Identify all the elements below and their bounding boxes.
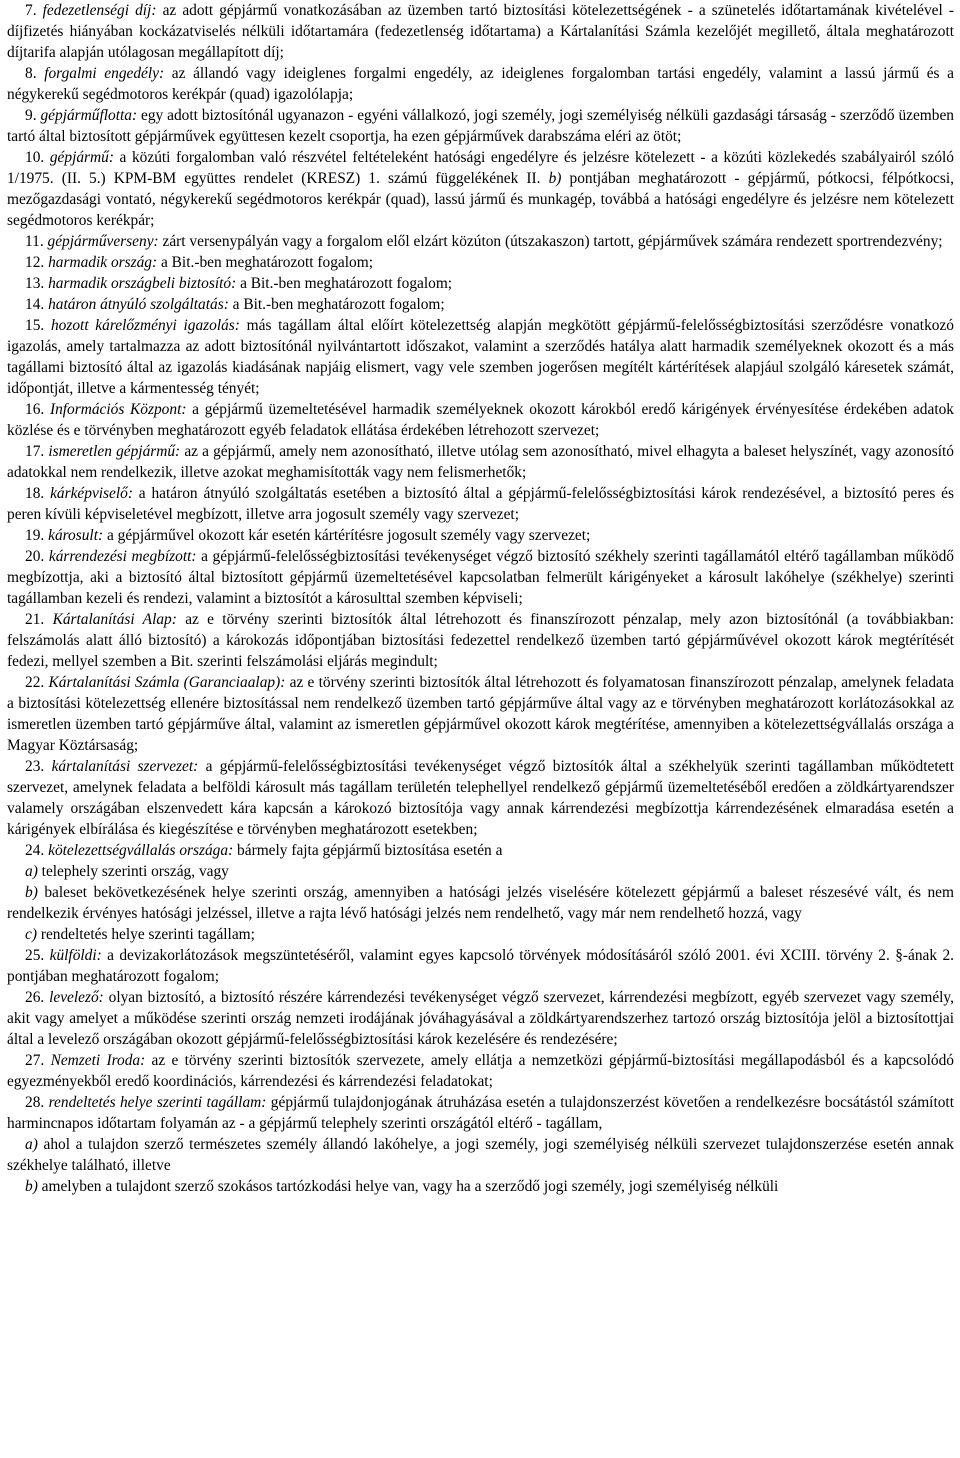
- item-number: 14.: [25, 296, 45, 313]
- item-number: 11.: [25, 233, 44, 250]
- item-number: 18.: [25, 485, 45, 502]
- definition-item: [7, 609, 954, 672]
- definition-text: a Bit.-ben meghatározott fogalom;: [228, 296, 445, 313]
- item-number: 24.: [25, 842, 45, 859]
- definition-text: az e törvény szerinti biztosítók által létrehozott és finanszírozott pénzalap, mely azon biztosítónál (a továbbiakban: felszámolás alatt álló biztosító) a károkozás időpontjában biztosítási fedezettel rendelkező üzemben tartó gépjárművével okozott károk megtérítését fedezi, mellyel szemben a Bit. szerinti felszámolási eljárás megindult;: [7, 611, 954, 670]
- definition-item: [7, 147, 954, 231]
- definition-text: a gépjármű-felelősségbiztosítási tevékenységet végző biztosítók által a székhelyük szerinti tagállamban működtetett szervezet, amelynek feladata a belföldi károsult más tagállam területén telephellyel rendelkező gépjármű üzemeltetéséből eredően a zöldkártyarendszer valamely országában elszenvedett kára kapcsán a károkozó biztosítója vagy annak kárrendezési megbízottja kárrendezésének elmaradása esetén a kárigények elbírálása és kiegészítése e törvényben meghatározott esetekben;: [7, 758, 954, 838]
- defined-term: kárrendezési megbízott:: [48, 548, 197, 565]
- definition-item: [7, 525, 954, 546]
- subpoint-item: [7, 861, 954, 882]
- defined-term: kötelezettségvállalás országa:: [48, 842, 234, 859]
- item-number: 10.: [25, 149, 45, 166]
- subpoint-text: rendeltetés helye szerinti tagállam;: [36, 926, 255, 943]
- item-number: 17.: [25, 443, 45, 460]
- item-number: 9.: [25, 107, 37, 124]
- subpoint-marker: b): [548, 170, 562, 187]
- definition-text: a Bit.-ben meghatározott fogalom;: [157, 254, 373, 271]
- defined-term: Információs Központ:: [49, 401, 187, 418]
- item-number: 26.: [25, 989, 45, 1006]
- definition-text: egy adott biztosítónál ugyanazon - egyéni vállalkozó, jogi személy, jogi személyiség nélküli gazdasági társaság - szerződő üzemben tartó által biztosított gépjárművek együttesen kezelt csoportja, ha ezen gépjárművek darabszáma eléri az ötöt;: [7, 107, 954, 145]
- item-number: 8.: [25, 65, 37, 82]
- definition-item: [7, 231, 954, 252]
- definition-item: [7, 945, 954, 987]
- definition-text-continued: pontjában meghatározott - gépjármű, pótkocsi, félpótkocsi, mezőgazdasági vontató, négykerekű segédmotoros kerékpár (quad), lassú jármű és munkagép, továbbá a hatósági engedélyre és jelzésre nem kötelezett segédmotoros kerékpár;: [7, 170, 954, 229]
- definition-text: a gépjármű-felelősségbiztosítási tevékenységet végző biztosító székhely szerinti tagállamától eltérő tagállamban működő megbízottja, aki a biztosító által biztosított gépjármű üzemeltetésével kapcsolatban felmerült kárigényeket a károsult lakóhelye (székhelye) szerinti tagállamban kezeli és rendezi, valamint a biztosítót a károsulttal szemben képviseli;: [7, 548, 954, 607]
- defined-term: károsult:: [48, 527, 104, 544]
- subpoint-item: [7, 1176, 954, 1197]
- subpoint-marker: c): [25, 926, 37, 943]
- defined-term: Nemzeti Iroda:: [50, 1052, 146, 1069]
- defined-term: külföldi:: [49, 947, 102, 964]
- defined-term: kártalanítási szervezet:: [51, 758, 199, 775]
- subpoint-text: baleset bekövetkezésének helye szerinti ország, amennyiben a hatósági jelzés viselésére kötelezett gépjármű a baleset részesévé vált, és nem rendelkezik érvényes hatósági jelzéssel, illetve a rajta lévő hatósági jelzés nem rendelhető, vagy már nem rendelhető hozzá, vagy: [7, 884, 954, 922]
- definition-text: olyan biztosító, a biztosító részére kárrendezési tevékenységet végző szervezet, kárrendezési megbízott, egyéb szervezet vagy személy, akit vagy amelyet a működése szerinti ország nemzeti irodájának jóváhagyásával a zöldkártyarendszerhez tartozó ország biztosítója jelöl a biztosítottjai által a levelező országában okozott gépjármű-felelősségbiztosítási károk kezelésére és rendezésére;: [7, 989, 954, 1048]
- item-number: 16.: [25, 401, 45, 418]
- definition-item: [7, 483, 954, 525]
- defined-term: forgalmi engedély:: [44, 65, 165, 82]
- definition-item: [7, 672, 954, 756]
- defined-term: gépjármű:: [49, 149, 114, 166]
- definition-item: [7, 756, 954, 840]
- subpoint-text: ahol a tulajdon szerző természetes személy állandó lakóhelye, a jogi személy, jogi személyiség nélküli szervezet tulajdonszerzése esetén annak székhelye található, illetve: [7, 1136, 954, 1174]
- definition-item: [7, 399, 954, 441]
- item-number: 23.: [25, 758, 45, 775]
- definition-text: a határon átnyúló szolgáltatás esetében a biztosító által a gépjármű-felelősségbiztosítási károk rendezésével, a biztosító peres és peren kívüli képviseletével megbízott, illetve arra jogosult személy vagy szervezet;: [7, 485, 954, 523]
- definition-item: [7, 840, 954, 861]
- subpoint-marker: a): [25, 863, 38, 880]
- item-number: 13.: [25, 275, 45, 292]
- defined-term: hozott kárelőzményi igazolás:: [50, 317, 240, 334]
- subpoint-item: [7, 882, 954, 924]
- definition-text: a devizakorlátozások megszüntetéséről, valamint egyes kapcsoló törvények módosításáról szóló 2001. évi XCIII. törvény 2. §-ának 2. pontjában meghatározott fogalom;: [7, 947, 954, 985]
- definition-text: a gépjármű üzemeltetésével harmadik személyeknek okozott károkból eredő kárigények érvényesítése érdekében adatok közlése és e törvényben meghatározott egyéb feladatok ellátása érdekében létrehozott szervezet;: [7, 401, 954, 439]
- definition-text: gépjármű tulajdonjogának átruházása esetén a tulajdonszerzést követően a rendelkezésre bocsátástól számított harmincnapos időtartam folyamán az - a gépjármű telephely szerinti országától eltérő - tagállam,: [7, 1094, 954, 1132]
- definition-item: [7, 0, 954, 63]
- subpoint-marker: b): [25, 1178, 38, 1195]
- item-number: 15.: [25, 317, 45, 334]
- definition-item: [7, 105, 954, 147]
- defined-term: rendeltetés helye szerinti tagállam:: [48, 1094, 267, 1111]
- defined-term: levelező:: [49, 989, 104, 1006]
- definition-text: az adott gépjármű vonatkozásában az üzemben tartó biztosítási kötelezettségének - a szünetelés időtartamának kivételével - díjfizetés hiányában kockázatviselés nélküli időtartamára (fedezetlenség időtartama) a Kártalanítási Számla kezelőjét megillető, általa meghatározott díjtarifa alapján utólagosan megállapított díj;: [7, 2, 954, 61]
- definition-item: [7, 252, 954, 273]
- item-number: 25.: [25, 947, 45, 964]
- defined-term: gépjárműverseny:: [47, 233, 159, 250]
- subpoint-marker: b): [25, 884, 38, 901]
- definition-item: [7, 987, 954, 1050]
- definition-item: [7, 63, 954, 105]
- subpoint-item: [7, 924, 954, 945]
- definition-item: [7, 441, 954, 483]
- defined-term: harmadik országbeli biztosító:: [48, 275, 237, 292]
- subpoint-text: amelyben a tulajdont szerző szokásos tartózkodási helye van, vagy ha a szerződő jogi személy, jogi személyiség nélküli: [37, 1178, 779, 1195]
- item-number: 27.: [25, 1052, 45, 1069]
- definition-item: [7, 294, 954, 315]
- item-number: 7.: [25, 2, 37, 19]
- item-number: 19.: [25, 527, 45, 544]
- defined-term: ismeretlen gépjármű:: [48, 443, 181, 460]
- defined-term: Kártalanítási Alap:: [52, 611, 177, 628]
- definition-item: [7, 273, 954, 294]
- subpoint-text: telephely szerinti ország, vagy: [37, 863, 229, 880]
- item-number: 20.: [25, 548, 45, 565]
- definition-text: bármely fajta gépjármű biztosítása esetén a: [233, 842, 503, 859]
- subpoint-item: [7, 1134, 954, 1176]
- definition-text: a Bit.-ben meghatározott fogalom;: [236, 275, 453, 292]
- item-number: 28.: [25, 1094, 45, 1111]
- definition-text: a közúti forgalomban való részvétel feltételeként hatósági engedélyre és jelzésre kötelezett - a közúti közlekedés szabályairól szóló 1/1975. (II. 5.) KPM-BM együttes rendelet (KRESZ) 1. számú függelékének II.: [7, 149, 954, 187]
- definition-text: az a gépjármű, amely nem azonosítható, illetve utólag sem azonosítható, mivel elhagyta a baleset helyszínét, vagy azonosító adatokkal nem rendelkezik, illetve azokat meghamisították vagy nem felismerhetők;: [7, 443, 954, 481]
- definition-item: [7, 315, 954, 399]
- definition-text: az állandó vagy ideiglenes forgalmi engedély, az ideiglenes forgalomban tartási engedély, valamint a lassú jármű és a négykerekű segédmotoros kerékpár (quad) igazolólapja;: [7, 65, 954, 103]
- defined-term: harmadik ország:: [48, 254, 158, 271]
- definition-text: a gépjárművel okozott kár esetén kártérítésre jogosult személy vagy szervezet;: [103, 527, 591, 544]
- defined-term: határon átnyúló szolgáltatás:: [48, 296, 229, 313]
- definition-text: az e törvény szerinti biztosítók szervezete, amely ellátja a nemzetközi gépjármű-biztosítási megállapodásból és a kapcsolódó egyezményekből eredő koordinációs, kárrendezési és kárrendezési feladatokat;: [7, 1052, 954, 1090]
- definition-text: zárt versenypályán vagy a forgalom elől elzárt közúton (útszakaszon) tartott, gépjárművek számára rendezett sportrendezvény;: [158, 233, 943, 250]
- definition-item: [7, 1050, 954, 1092]
- defined-term: gépjárműflotta:: [40, 107, 138, 124]
- item-number: 21.: [25, 611, 45, 628]
- subpoint-marker: a): [25, 1136, 38, 1153]
- defined-term: Kártalanítási Számla (Garanciaalap):: [48, 674, 286, 691]
- defined-term: kárképviselő:: [50, 485, 133, 502]
- item-number: 12.: [25, 254, 45, 271]
- definition-text: az e törvény szerinti biztosítók által létrehozott és folyamatosan finanszírozott pénzalap, amelynek feladata a biztosítási kötelezettség ellenére biztosítással nem rendelkező üzemben tartó gépjárműve által vagy az e törvényben meghatározott korlátozásokkal az ismeretlen üzemben tartó gépjárműve által, valamint az ismeretlen gépjárművel okozott károk megtérítése, amennyiben a kötelezettségvállalás országa a Magyar Köztársaság;: [7, 674, 954, 754]
- definition-item: [7, 1092, 954, 1134]
- definition-item: [7, 546, 954, 609]
- item-number: 22.: [25, 674, 45, 691]
- definition-text: más tagállam által előírt kötelezettség alapján megkötött gépjármű-felelősségbiztosítási szerződésre vonatkozó igazolás, amely tartalmazza az adott biztosítónál nyilvántartott időszakot, valamint a szerződés hatálya alatt harmadik személyeknek okozott és a más tagállami biztosító által az igazolás kiadásának napjáig elismert, vagy vele szemben jogerősen megítélt kártérítések alapjául szolgáló káresetek számát, időpontját, illetve a kármentesség tényét;: [7, 317, 954, 397]
- defined-term: fedezetlenségi díj:: [42, 2, 157, 19]
